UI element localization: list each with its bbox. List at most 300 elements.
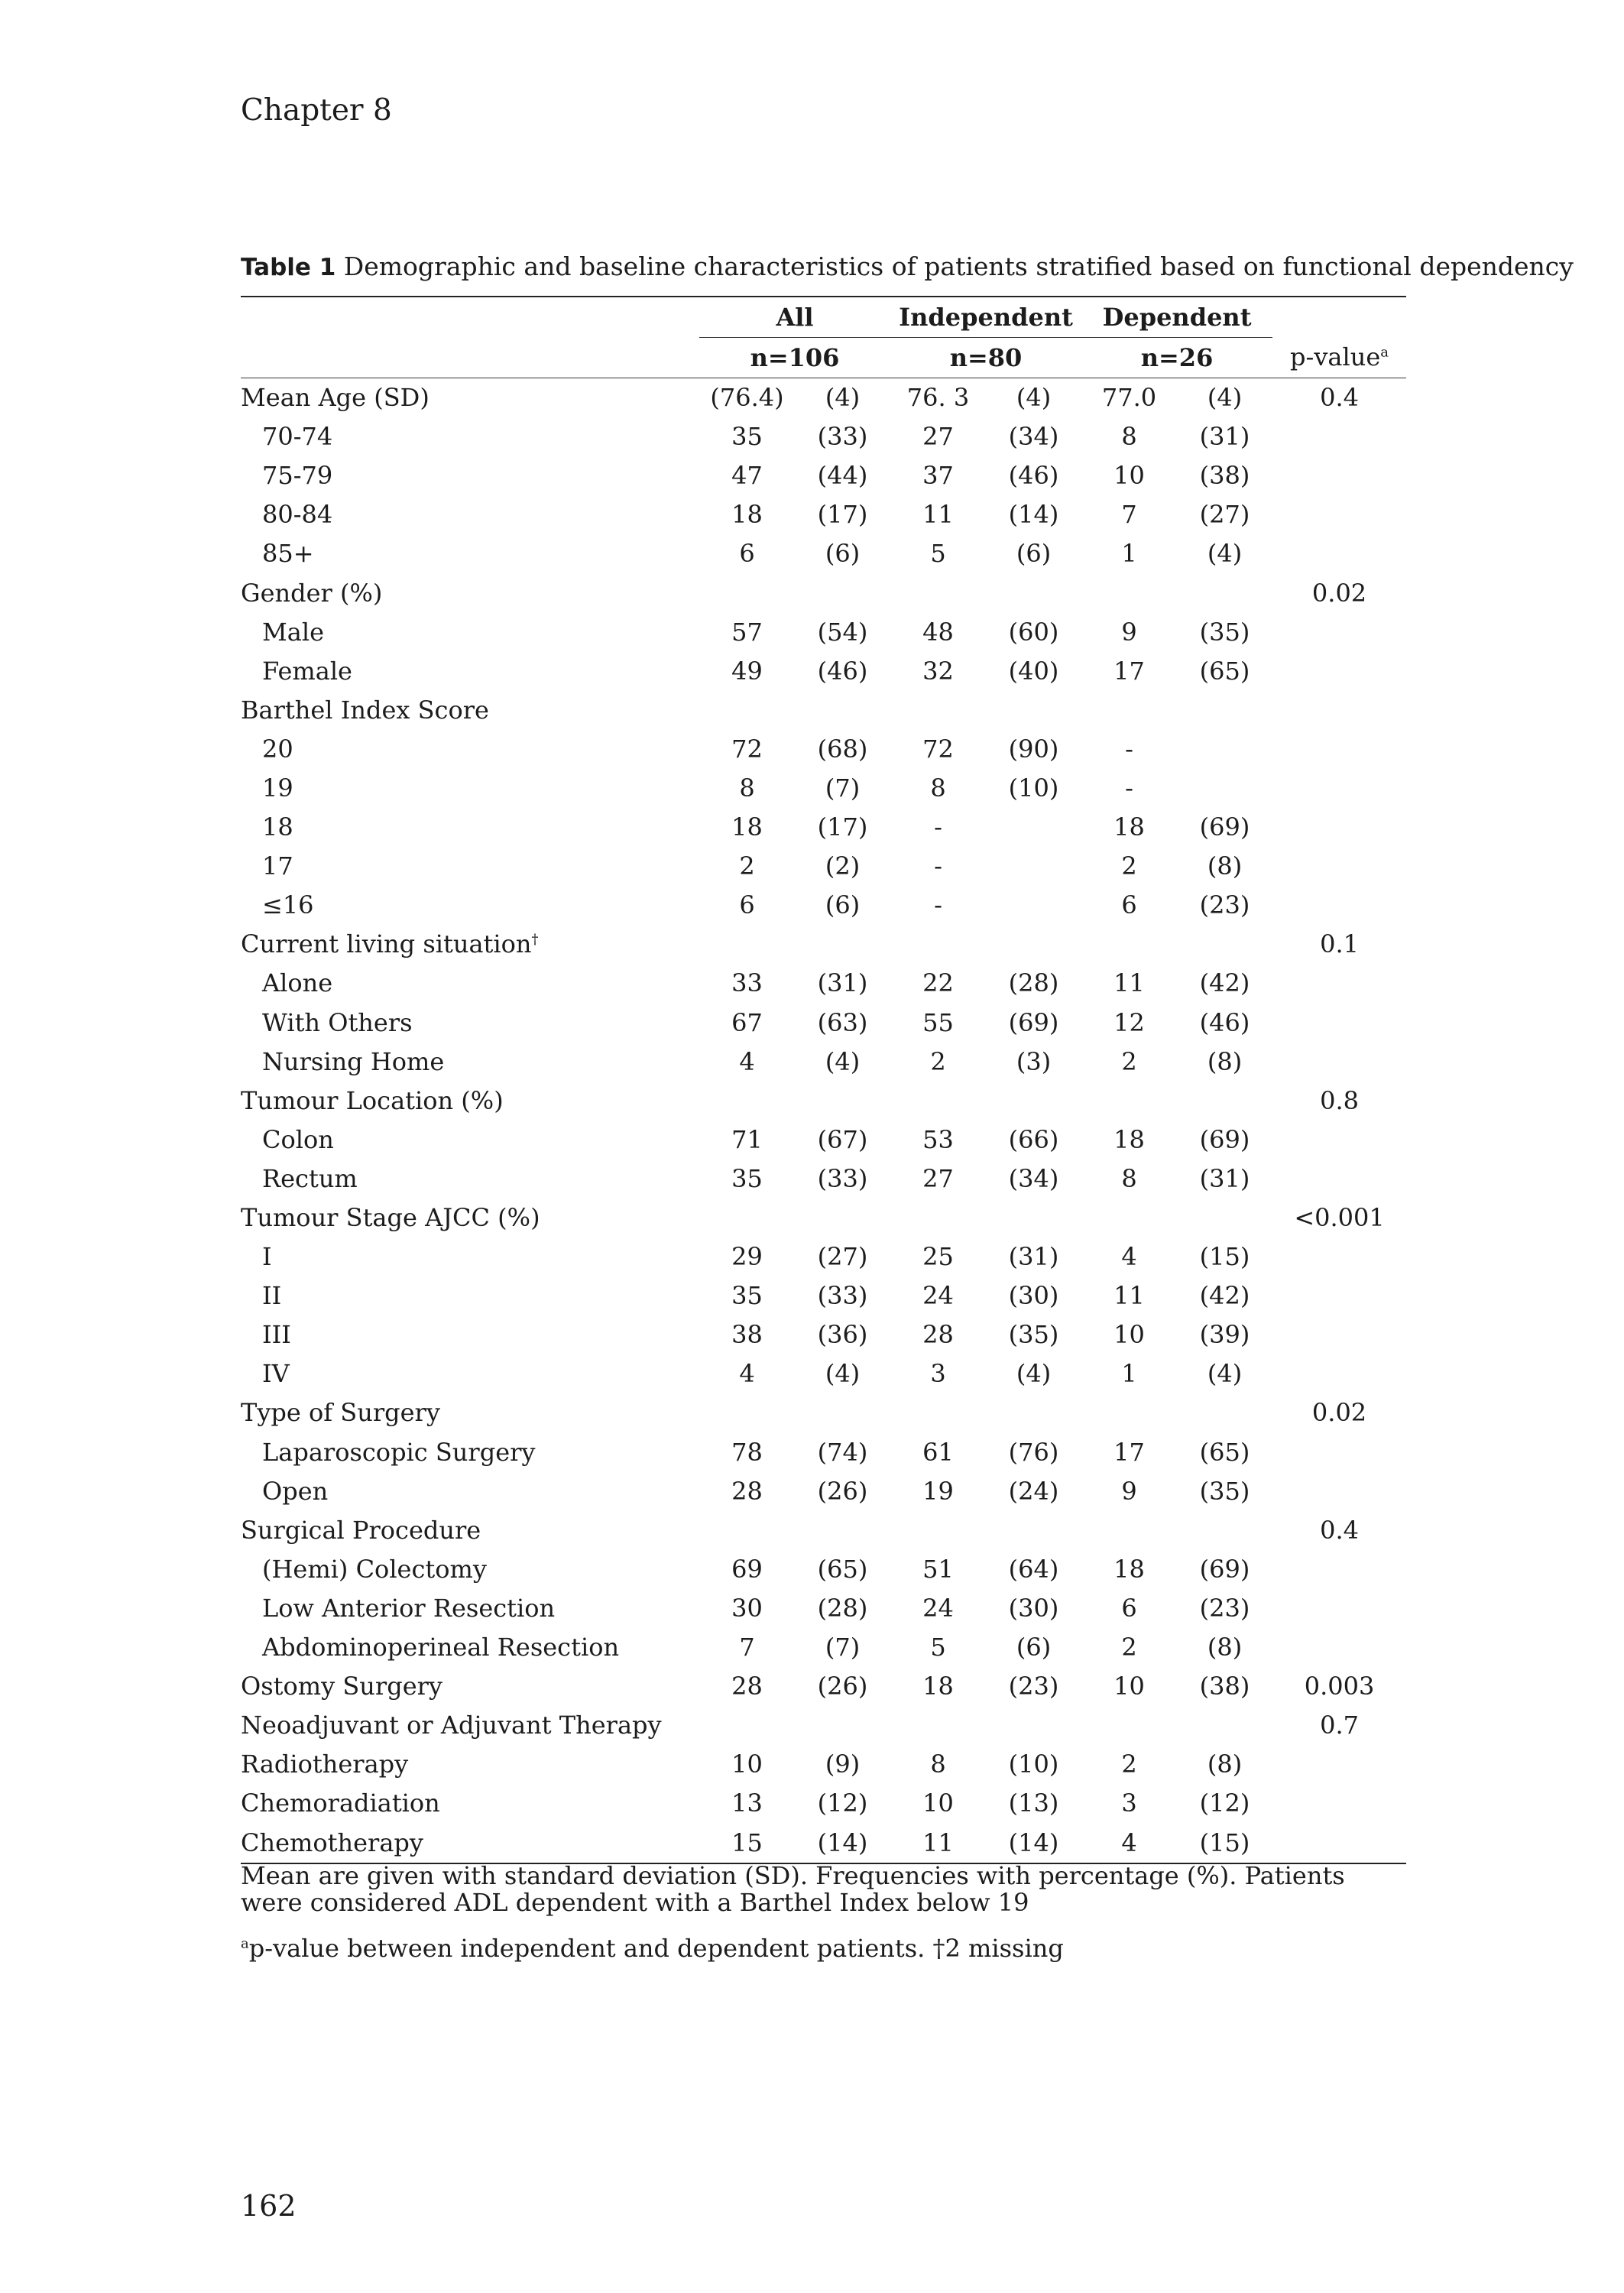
cell-pvalue: 0.4 [1320, 383, 1359, 413]
cell-percent: (4) [825, 1046, 861, 1076]
cell-count: 55 [922, 1007, 954, 1037]
row-label: Colon [262, 1124, 334, 1154]
cell-percent: (23) [1199, 1593, 1250, 1623]
row-label: 18 [262, 812, 293, 842]
cell-percent: (3) [1016, 1046, 1052, 1076]
cell-pvalue [1272, 534, 1406, 573]
cell-percent: (14) [795, 1823, 890, 1863]
cell-count: 30 [731, 1593, 763, 1623]
table-row [241, 1198, 1406, 1237]
cell-percent [795, 573, 890, 612]
row-label: IV [262, 1359, 290, 1389]
cell-count: 6 [1121, 890, 1137, 920]
cell-percent: (4) [1207, 539, 1243, 569]
cell-count [1081, 573, 1177, 612]
table-row [241, 964, 1406, 1003]
cell-pvalue [1272, 808, 1406, 847]
cell-percent [1177, 1082, 1272, 1121]
cell-percent [986, 847, 1081, 886]
cell-count: 7 [1121, 500, 1137, 530]
cell-count: 72 [922, 734, 954, 764]
cell-percent: (8) [1207, 851, 1243, 881]
cell-count: 61 [922, 1437, 954, 1467]
cell-count [1081, 691, 1177, 730]
cell-count: 9 [1121, 617, 1137, 647]
cell-count: 29 [731, 1242, 763, 1272]
cell-percent [1177, 1511, 1272, 1550]
cell-percent: (34) [1008, 422, 1059, 452]
row-label: Current living situation† [241, 929, 539, 959]
cell-count: 3 [1121, 1789, 1137, 1818]
table-row [241, 1667, 1406, 1706]
cell-pvalue: 0.1 [1320, 929, 1359, 959]
cell-percent: (63) [817, 1007, 868, 1037]
cell-pvalue [1272, 1628, 1406, 1667]
cell-percent: (64) [1008, 1554, 1059, 1584]
cell-count: 24 [922, 1281, 954, 1311]
cell-count [890, 1082, 986, 1121]
table-row [241, 573, 1406, 612]
cell-pvalue [1272, 886, 1406, 925]
cell-count: 37 [922, 461, 954, 491]
table-row [241, 652, 1406, 691]
table-row [241, 1159, 1406, 1198]
table-row [241, 769, 1406, 808]
cell-percent: (12) [817, 1789, 868, 1818]
cell-count: 11 [1113, 1281, 1145, 1311]
table-row [241, 1121, 1406, 1159]
cell-percent [795, 691, 890, 730]
cell-count: 49 [731, 656, 763, 686]
cell-pvalue [1272, 1589, 1406, 1628]
cell-pvalue: 0.003 [1304, 1672, 1375, 1701]
cell-percent: (69) [1199, 812, 1250, 842]
group-n: n=80 [890, 338, 1081, 378]
cell-count [699, 1511, 795, 1550]
cell-percent: (26) [817, 1672, 868, 1701]
cell-count: 35 [731, 1281, 763, 1311]
cell-count: 48 [922, 617, 954, 647]
row-label: Nursing Home [262, 1046, 445, 1076]
table-row [241, 613, 1406, 652]
row-label: Ostomy Surgery [241, 1672, 442, 1701]
row-label: Open [262, 1476, 329, 1506]
cell-pvalue [1272, 1004, 1406, 1043]
cell-count [1081, 1198, 1177, 1237]
cell-count [699, 1082, 795, 1121]
cell-percent: (33) [817, 1163, 868, 1193]
table-row [241, 1276, 1406, 1315]
cell-count: 5 [930, 1633, 946, 1662]
cell-count: 18 [731, 812, 763, 842]
row-label: Rectum [262, 1163, 358, 1193]
cell-percent: (14) [986, 1823, 1081, 1863]
cell-pvalue [1272, 1550, 1406, 1589]
cell-count: 3 [930, 1359, 946, 1389]
pvalue-header: p-value$^a$ [1272, 338, 1406, 378]
cell-percent: (6) [825, 890, 861, 920]
cell-count: 6 [739, 890, 755, 920]
cell-percent: (42) [1199, 968, 1250, 998]
cell-count: 22 [922, 968, 954, 998]
cell-percent: (14) [1008, 500, 1059, 530]
row-label: Female [262, 656, 352, 686]
table-row [241, 1706, 1406, 1745]
table-row [241, 847, 1406, 886]
cell-count: 4 [739, 1359, 755, 1389]
cell-percent: (38) [1199, 1672, 1250, 1701]
table-row [241, 378, 1406, 418]
cell-count: 17 [1113, 1437, 1145, 1467]
cell-pvalue [1272, 730, 1406, 769]
row-label: Radiotherapy [241, 1750, 409, 1779]
cell-percent: (4) [1207, 383, 1243, 413]
cell-percent [986, 1198, 1081, 1237]
row-label: Male [262, 617, 325, 647]
cell-count: 2 [1121, 1633, 1137, 1662]
cell-percent: (7) [825, 1633, 861, 1662]
cell-percent: (35) [1199, 1476, 1250, 1506]
cell-percent: (4) [1207, 1359, 1243, 1389]
cell-count: 28 [922, 1320, 954, 1350]
cell-percent: (23) [1008, 1672, 1059, 1701]
cell-count: 8 [1121, 1163, 1137, 1193]
table-row [241, 417, 1406, 456]
cell-percent [986, 886, 1081, 925]
cell-count: 38 [731, 1320, 763, 1350]
cell-percent: (44) [817, 461, 868, 491]
cell-percent: (65) [817, 1554, 868, 1584]
cell-count: 71 [731, 1124, 763, 1154]
cell-percent: (65) [1199, 1437, 1250, 1467]
cell-percent: (42) [1199, 1281, 1250, 1311]
cell-count: 11 [922, 500, 954, 530]
row-label: 85+ [262, 539, 314, 569]
cell-count: 1 [1121, 1359, 1137, 1389]
cell-count: 18 [1113, 1124, 1145, 1154]
table-footnote: Mean are given with standard deviation (SD). Frequencies with percentage (%). Patients were considered ADL dependent with a Barthel Index below 19 [241, 1861, 1345, 1917]
cell-percent [986, 808, 1081, 847]
cell-percent [1177, 1198, 1272, 1237]
cell-percent: (74) [817, 1437, 868, 1467]
cell-pvalue [1272, 1745, 1406, 1784]
characteristics-table [241, 296, 1406, 1864]
cell-percent [1177, 1706, 1272, 1745]
row-label: Mean Age (SD) [241, 383, 430, 413]
cell-count: 35 [731, 1163, 763, 1193]
row-label: Tumour Stage AJCC (%) [241, 1203, 540, 1233]
cell-percent: (9) [825, 1750, 861, 1779]
cell-pvalue [1272, 1043, 1406, 1082]
cell-count: 8 [1121, 422, 1137, 452]
cell-percent [795, 1082, 890, 1121]
cell-pvalue: 0.4 [1320, 1515, 1359, 1545]
cell-percent: (67) [817, 1124, 868, 1154]
row-label: II [262, 1281, 282, 1311]
cell-count: 28 [731, 1672, 763, 1701]
cell-percent: (33) [817, 1281, 868, 1311]
row-label: Gender (%) [241, 578, 383, 608]
table-row [241, 691, 1406, 730]
table-row [241, 1004, 1406, 1043]
cell-percent: (6) [1016, 539, 1052, 569]
cell-percent: (76) [1008, 1437, 1059, 1467]
cell-percent: (8) [1207, 1750, 1243, 1779]
cell-count: - [934, 812, 942, 842]
row-label: 17 [262, 851, 293, 881]
cell-count: 2 [1121, 1750, 1137, 1779]
cell-count: 15 [699, 1823, 795, 1863]
cell-percent [986, 1082, 1081, 1121]
cell-percent: (4) [825, 383, 861, 413]
cell-count: 13 [731, 1789, 763, 1818]
cell-percent: (6) [825, 539, 861, 569]
cell-count: 10 [1113, 1320, 1145, 1350]
cell-count: (76.4) [710, 383, 784, 413]
cell-count: - [934, 890, 942, 920]
cell-percent: (27) [1199, 500, 1250, 530]
cell-percent [1177, 1393, 1272, 1432]
cell-percent: (65) [1199, 656, 1250, 686]
cell-count: 10 [731, 1750, 763, 1779]
cell-pvalue [1272, 1237, 1406, 1276]
cell-percent: (90) [1008, 734, 1059, 764]
cell-count: 4 [1081, 1823, 1177, 1863]
cell-pvalue [1272, 1159, 1406, 1198]
group-header: Dependent [1081, 297, 1272, 338]
cell-count: 10 [1113, 461, 1145, 491]
cell-count: 12 [1113, 1007, 1145, 1037]
cell-percent: (33) [817, 422, 868, 452]
cell-percent [1177, 691, 1272, 730]
table-body [241, 378, 1406, 1863]
cell-percent: (39) [1199, 1320, 1250, 1350]
cell-count: 19 [922, 1476, 954, 1506]
group-n: n=26 [1081, 338, 1272, 378]
table-row [241, 1745, 1406, 1784]
cell-percent: (2) [825, 851, 861, 881]
cell-percent [986, 925, 1081, 964]
cell-count: 18 [1113, 1554, 1145, 1584]
cell-percent: (31) [1199, 422, 1250, 452]
cell-count: 69 [731, 1554, 763, 1584]
cell-count: 53 [922, 1124, 954, 1154]
cell-count: 11 [890, 1823, 986, 1863]
cell-percent: (28) [817, 1593, 868, 1623]
row-label: Laparoscopic Surgery [262, 1437, 536, 1467]
cell-count: 78 [731, 1437, 763, 1467]
cell-count: 25 [922, 1242, 954, 1272]
table-row [241, 886, 1406, 925]
cell-percent: (26) [817, 1476, 868, 1506]
cell-percent: (23) [1199, 890, 1250, 920]
cell-count: 17 [1113, 656, 1145, 686]
cell-pvalue [1272, 847, 1406, 886]
cell-percent: (24) [1008, 1476, 1059, 1506]
cell-percent: (31) [1199, 1163, 1250, 1193]
cell-percent [986, 691, 1081, 730]
cell-count: 77.0 [1101, 383, 1157, 413]
row-label: 19 [262, 773, 293, 803]
cell-percent [1177, 925, 1272, 964]
cell-count: 18 [731, 500, 763, 530]
cell-count: 2 [739, 851, 755, 881]
cell-count: - [1125, 773, 1133, 803]
table-row [241, 1315, 1406, 1354]
cell-percent: (30) [1008, 1593, 1059, 1623]
cell-count: 24 [922, 1593, 954, 1623]
cell-count: 72 [731, 734, 763, 764]
cell-percent [795, 1198, 890, 1237]
row-label: Chemotherapy [241, 1823, 699, 1863]
cell-count [699, 1198, 795, 1237]
cell-pvalue [1272, 652, 1406, 691]
cell-count: 32 [922, 656, 954, 686]
cell-count: - [1125, 734, 1133, 764]
cell-percent: (34) [1008, 1163, 1059, 1193]
cell-count: 67 [731, 1007, 763, 1037]
cell-percent: (69) [1199, 1124, 1250, 1154]
row-label: Surgical Procedure [241, 1515, 481, 1545]
chapter-header: Chapter 8 [241, 93, 392, 128]
cell-percent: (4) [1016, 383, 1052, 413]
cell-percent [986, 1393, 1081, 1432]
cell-count [699, 1706, 795, 1745]
table-row [241, 808, 1406, 847]
cell-count: 27 [922, 422, 954, 452]
cell-count: 6 [739, 539, 755, 569]
cell-count: 18 [922, 1672, 954, 1701]
cell-count [1081, 925, 1177, 964]
cell-percent: (69) [1008, 1007, 1059, 1037]
cell-percent: (60) [1008, 617, 1059, 647]
cell-count: 47 [731, 461, 763, 491]
cell-percent: (13) [1008, 1789, 1059, 1818]
cell-count: 2 [930, 1046, 946, 1076]
cell-pvalue [1272, 1354, 1406, 1393]
cell-count: - [934, 851, 942, 881]
table-row [241, 1472, 1406, 1511]
table-row [241, 456, 1406, 495]
row-label: Chemoradiation [241, 1789, 440, 1818]
cell-percent: (46) [1008, 461, 1059, 491]
cell-percent: (4) [825, 1359, 861, 1389]
table-row [241, 730, 1406, 769]
row-label: Barthel Index Score [241, 695, 489, 725]
row-label: With Others [262, 1007, 413, 1037]
table-row [241, 1589, 1406, 1628]
cell-count: 10 [922, 1789, 954, 1818]
cell-percent: (35) [1199, 617, 1250, 647]
cell-count: 5 [930, 539, 946, 569]
cell-count: 33 [731, 968, 763, 998]
cell-count [890, 573, 986, 612]
cell-count: 11 [1113, 968, 1145, 998]
cell-percent: (36) [817, 1320, 868, 1350]
cell-count [890, 1393, 986, 1432]
row-label: 75-79 [262, 461, 333, 491]
table-row [241, 1393, 1406, 1432]
table-footnote-pvalue: $^a$p-value between independent and dependent patients. †2 missing [241, 1934, 1064, 1963]
table-row [241, 1511, 1406, 1550]
cell-count: 35 [731, 422, 763, 452]
cell-count: 18 [1113, 812, 1145, 842]
cell-count: 10 [1113, 1672, 1145, 1701]
cell-percent [1177, 769, 1272, 808]
row-label: 80-84 [262, 500, 333, 530]
cell-pvalue [1272, 964, 1406, 1003]
cell-pvalue: 0.7 [1320, 1711, 1359, 1740]
table-row [241, 1043, 1406, 1082]
cell-count: 76. 3 [906, 383, 970, 413]
cell-count: 8 [930, 773, 946, 803]
cell-count [1081, 1511, 1177, 1550]
row-label: Tumour Location (%) [241, 1085, 504, 1115]
cell-count [1081, 1393, 1177, 1432]
cell-pvalue: 0.02 [1311, 1398, 1367, 1428]
cell-percent: (40) [1008, 656, 1059, 686]
table-n-header-row [241, 338, 1406, 378]
row-label: Low Anterior Resection [262, 1593, 556, 1623]
table-row [241, 1082, 1406, 1121]
cell-percent: (15) [1177, 1823, 1272, 1863]
cell-count: 9 [1121, 1476, 1137, 1506]
cell-pvalue: <0.001 [1294, 1203, 1385, 1233]
cell-percent [795, 925, 890, 964]
table-row [241, 1823, 1406, 1863]
cell-percent [795, 1393, 890, 1432]
cell-percent: (66) [1008, 1124, 1059, 1154]
cell-count: 4 [739, 1046, 755, 1076]
table-caption-label: Table 1 [241, 254, 336, 281]
cell-count: 51 [922, 1554, 954, 1584]
cell-pvalue: 0.02 [1311, 578, 1367, 608]
cell-count [1081, 1706, 1177, 1745]
cell-count [699, 573, 795, 612]
group-n: n=106 [699, 338, 890, 378]
cell-percent: (54) [817, 617, 868, 647]
row-label: I [262, 1242, 272, 1272]
cell-count [699, 691, 795, 730]
table-caption [241, 251, 1574, 281]
cell-percent [795, 1511, 890, 1550]
row-label: 70-74 [262, 422, 333, 452]
cell-percent: (10) [1008, 773, 1059, 803]
cell-percent: (4) [1016, 1359, 1052, 1389]
cell-percent: (8) [1207, 1633, 1243, 1662]
table-row [241, 1550, 1406, 1589]
cell-count [890, 1706, 986, 1745]
cell-percent: (17) [817, 500, 868, 530]
cell-pvalue [1272, 1433, 1406, 1472]
cell-pvalue [1272, 691, 1406, 730]
cell-pvalue [1272, 1121, 1406, 1159]
cell-count [890, 691, 986, 730]
table-row [241, 925, 1406, 964]
cell-count: 6 [1121, 1593, 1137, 1623]
cell-count: 2 [1121, 851, 1137, 881]
cell-pvalue [1272, 417, 1406, 456]
cell-percent: (38) [1199, 461, 1250, 491]
table-row [241, 1237, 1406, 1276]
cell-percent: (68) [817, 734, 868, 764]
cell-percent: (6) [1016, 1633, 1052, 1662]
row-label: Neoadjuvant or Adjuvant Therapy [241, 1711, 662, 1740]
cell-percent [1177, 573, 1272, 612]
cell-percent: (30) [1008, 1281, 1059, 1311]
cell-percent: (15) [1199, 1242, 1250, 1272]
cell-percent: (31) [1008, 1242, 1059, 1272]
